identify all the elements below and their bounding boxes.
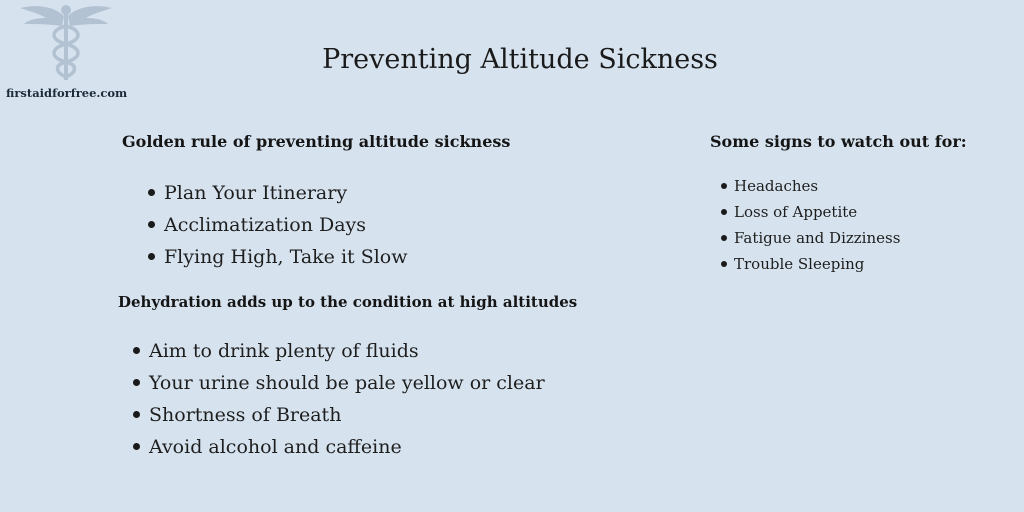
list-item: Shortness of Breath xyxy=(149,402,545,434)
list-item: Flying High, Take it Slow xyxy=(164,244,408,276)
signs-heading: Some signs to watch out for: xyxy=(710,132,967,151)
page-title: Preventing Altitude Sickness xyxy=(322,44,718,75)
list-item: Acclimatization Days xyxy=(164,212,408,244)
list-item: Plan Your Itinerary xyxy=(164,180,408,212)
golden-rule-heading: Golden rule of preventing altitude sickness xyxy=(122,132,511,151)
list-item: Headaches xyxy=(734,176,900,202)
dehydration-list xyxy=(149,338,545,466)
list-item: Fatigue and Dizziness xyxy=(734,228,900,254)
signs-list xyxy=(734,176,900,280)
list-item: Your urine should be pale yellow or clear xyxy=(149,370,545,402)
list-item: Aim to drink plenty of fluids xyxy=(149,338,545,370)
site-name: firstaidforfree.com xyxy=(6,86,128,100)
golden-rule-list xyxy=(164,180,408,276)
dehydration-heading: Dehydration adds up to the condition at high altitudes xyxy=(118,293,578,311)
list-item: Avoid alcohol and caffeine xyxy=(149,434,545,466)
list-item: Loss of Appetite xyxy=(734,202,900,228)
list-item: Trouble Sleeping xyxy=(734,254,900,280)
